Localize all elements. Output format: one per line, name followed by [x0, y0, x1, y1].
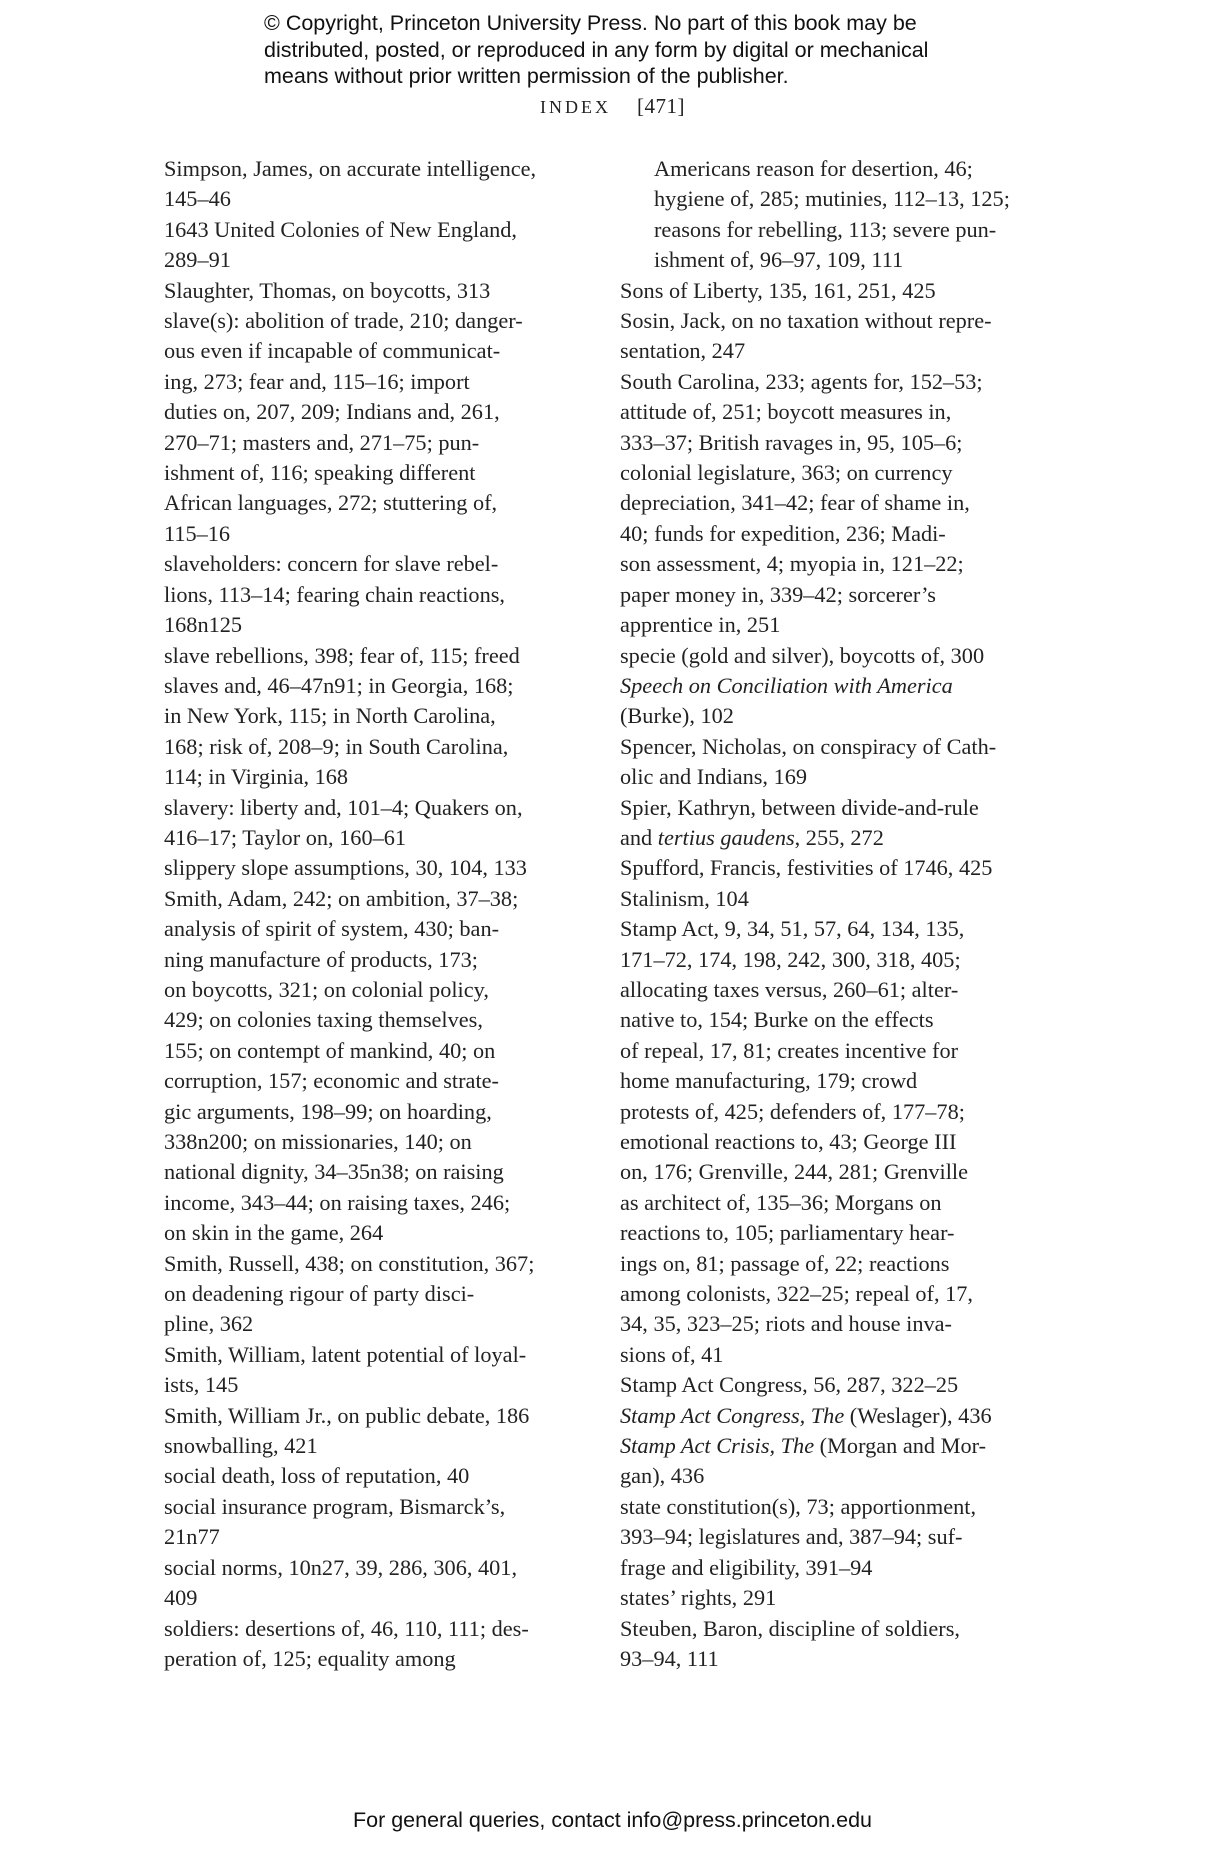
- entry-heading-line: 1643 United Colonies of New England,: [164, 216, 517, 242]
- entry-heading-line: Stamp Act, 9, 34, 51, 57, 64, 134, 135,: [620, 916, 965, 942]
- entry-continuation-line: 333–37; British ravages in, 95, 105–6;: [620, 429, 963, 455]
- index-entry: [164, 1614, 594, 1675]
- index-column-left: [164, 154, 594, 1674]
- entry-continuation-line: 168n125: [164, 612, 243, 638]
- entry-continuation-line: ing, 273; fear and, 115–16; import: [164, 368, 470, 394]
- index-entry: [164, 1249, 594, 1340]
- entry-continuation-line: frage and eligibility, 391–94: [620, 1554, 873, 1580]
- entry-heading-line: Stamp Act Crisis, The (Morgan and Mor-: [620, 1433, 987, 1459]
- index-entry: [164, 884, 594, 1249]
- entry-heading-line: slavery: liberty and, 101–4; Quakers on,: [164, 794, 523, 820]
- index-entry: [620, 1431, 1040, 1492]
- entry-heading-line: slippery slope assumptions, 30, 104, 133: [164, 855, 527, 881]
- index-entry: [164, 853, 594, 883]
- entry-continuation-line: corruption, 157; economic and strate-: [164, 1068, 499, 1094]
- entry-heading-line: slave(s): abolition of trade, 210; danger-: [164, 308, 523, 334]
- entry-heading-line: Sons of Liberty, 135, 161, 251, 425: [620, 277, 936, 303]
- index-entry-continuation: [620, 154, 1040, 276]
- entry-heading-line: Speech on Conciliation with America: [620, 672, 953, 698]
- entry-heading-line: Simpson, James, on accurate intelligence,: [164, 156, 537, 181]
- entry-continuation-line: 93–94, 111: [620, 1645, 719, 1671]
- entry-heading-line: Stamp Act Congress, The (Weslager), 436: [620, 1402, 992, 1428]
- entry-continuation-line: protests of, 425; defenders of, 177–78;: [620, 1098, 965, 1124]
- entry-continuation-line: ous even if incapable of communicat-: [164, 338, 501, 364]
- index-entry: [164, 1340, 594, 1401]
- entry-heading-line: Spier, Kathryn, between divide-and-rule: [620, 794, 979, 820]
- entry-continuation-line: gic arguments, 198–99; on hoarding,: [164, 1098, 492, 1124]
- index-entry: [620, 276, 1040, 306]
- entry-heading-line: snowballing, 421: [164, 1433, 318, 1459]
- entry-heading-line: Spufford, Francis, festivities of 1746, 425: [620, 855, 993, 881]
- entry-continuation-line: colonial legislature, 363; on currency: [620, 460, 953, 486]
- entry-continuation-line: paper money in, 339–42; sorcerer’s: [620, 581, 936, 607]
- entry-heading-line: Smith, William Jr., on public debate, 186: [164, 1402, 530, 1428]
- entry-continuation-line: 21n77: [164, 1524, 220, 1550]
- entry-continuation-line: peration of, 125; equality among: [164, 1645, 456, 1671]
- entry-heading-line: Sosin, Jack, on no taxation without repre-: [620, 308, 992, 334]
- index-entry: [164, 1431, 594, 1461]
- entry-continuation-line: olic and Indians, 169: [620, 764, 808, 790]
- entry-continuation-line: hygiene of, 285; mutinies, 112–13, 125;: [654, 186, 1010, 212]
- entry-continuation-line: native to, 154; Burke on the effects: [620, 1007, 934, 1033]
- entry-continuation-line: income, 343–44; on raising taxes, 246;: [164, 1189, 511, 1215]
- entry-continuation-line: 114; in Virginia, 168: [164, 764, 349, 790]
- index-entry: [164, 1553, 594, 1614]
- index-entry: [620, 1492, 1040, 1583]
- entry-continuation-line: duties on, 207, 209; Indians and, 261,: [164, 399, 500, 425]
- entry-continuation-line: ishment of, 96–97, 109, 111: [654, 247, 904, 273]
- entry-continuation-line: on, 176; Grenville, 244, 281; Grenville: [620, 1159, 969, 1185]
- entry-continuation-line: on skin in the game, 264: [164, 1220, 384, 1246]
- footer-contact: For general queries, contact info@press.princeton.edu: [352, 1808, 872, 1832]
- entry-continuation-line: and tertius gaudens, 255, 272: [620, 824, 884, 850]
- index-entry: [164, 1461, 594, 1491]
- entry-heading-line: Stamp Act Congress, 56, 287, 322–25: [620, 1372, 959, 1398]
- entry-continuation-line: attitude of, 251; boycott measures in,: [620, 399, 952, 425]
- entry-continuation-line: in New York, 115; in North Carolina,: [164, 703, 496, 729]
- index-entry: [164, 154, 594, 215]
- copyright-notice: [264, 10, 1024, 90]
- entry-continuation-line: 429; on colonies taxing themselves,: [164, 1007, 483, 1033]
- entry-heading-line: Stalinism, 104: [620, 885, 749, 911]
- entry-heading-line: Steuben, Baron, discipline of soldiers,: [620, 1615, 960, 1641]
- running-head: [0, 94, 1225, 119]
- entry-continuation-line: home manufacturing, 179; crowd: [620, 1068, 918, 1094]
- index-entry: [620, 671, 1040, 732]
- index-entry: [620, 1370, 1040, 1400]
- index-entry: [164, 1492, 594, 1553]
- entry-continuation-line: Americans reason for desertion, 46;: [654, 156, 973, 181]
- entry-continuation-line: 171–72, 174, 198, 242, 300, 318, 405;: [620, 946, 961, 972]
- index-column-right: [620, 154, 1040, 1674]
- entry-continuation-line: 409: [164, 1585, 198, 1611]
- entry-heading-line: slaveholders: concern for slave rebel-: [164, 551, 499, 577]
- page-number: [471]: [637, 94, 685, 118]
- entry-continuation-line: among colonists, 322–25; repeal of, 17,: [620, 1281, 973, 1307]
- entry-heading-line: slave rebellions, 398; fear of, 115; freed: [164, 642, 520, 668]
- index-entry: [620, 884, 1040, 914]
- entry-continuation-line: 34, 35, 323–25; riots and house inva-: [620, 1311, 952, 1337]
- entry-continuation-line: reactions to, 105; parliamentary hear-: [620, 1220, 955, 1246]
- entry-continuation-line: son assessment, 4; myopia in, 121–22;: [620, 551, 964, 577]
- index-entry: [620, 367, 1040, 641]
- entry-continuation-line: pline, 362: [164, 1311, 254, 1337]
- index-entry: [164, 641, 594, 793]
- entry-continuation-line: analysis of spirit of system, 430; ban-: [164, 916, 500, 942]
- index-entry: [620, 914, 1040, 1370]
- index-entry: [620, 793, 1040, 854]
- entry-continuation-line: of repeal, 17, 81; creates incentive for: [620, 1037, 959, 1063]
- index-entry: [164, 1401, 594, 1431]
- entry-continuation-line: reasons for rebelling, 113; severe pun-: [654, 216, 997, 242]
- running-head-label: INDEX: [540, 97, 611, 117]
- index-entry: [164, 306, 594, 549]
- entry-continuation-line: 416–17; Taylor on, 160–61: [164, 824, 407, 850]
- entry-continuation-line: 145–46: [164, 186, 231, 212]
- index-entry: [164, 276, 594, 306]
- entry-continuation-line: allocating taxes versus, 260–61; alter-: [620, 976, 959, 1002]
- index-entry: [164, 215, 594, 276]
- entry-continuation-line: 393–94; legislatures and, 387–94; suf-: [620, 1524, 963, 1550]
- entry-heading-line: specie (gold and silver), boycotts of, 300: [620, 642, 985, 668]
- copyright-line: means without prior written permission of the publisher.: [264, 64, 789, 88]
- index-entry: [620, 641, 1040, 671]
- entry-continuation-line: ishment of, 116; speaking different: [164, 460, 476, 486]
- entry-heading-line: Smith, William, latent potential of loyal-: [164, 1341, 527, 1367]
- entry-continuation-line: national dignity, 34–35n38; on raising: [164, 1159, 504, 1185]
- entry-heading-line: states’ rights, 291: [620, 1585, 777, 1611]
- index-entry: [620, 1401, 1040, 1431]
- entry-continuation-line: African languages, 272; stuttering of,: [164, 490, 498, 516]
- entry-continuation-line: 115–16: [164, 520, 231, 546]
- entry-continuation-line: 289–91: [164, 247, 231, 273]
- entry-continuation-line: 270–71; masters and, 271–75; pun-: [164, 429, 480, 455]
- entry-continuation-line: sions of, 41: [620, 1341, 724, 1367]
- entry-heading-line: social insurance program, Bismarck’s,: [164, 1493, 506, 1519]
- copyright-line: distributed, posted, or reproduced in any form by digital or mechanical: [264, 37, 929, 62]
- entry-continuation-line: lions, 113–14; fearing chain reactions,: [164, 581, 505, 607]
- index-entry: [620, 1614, 1040, 1675]
- index-entry: [164, 793, 594, 854]
- index-entry: [164, 549, 594, 640]
- entry-continuation-line: (Burke), 102: [620, 703, 734, 729]
- entry-continuation-line: ists, 145: [164, 1372, 239, 1398]
- entry-heading-line: soldiers: desertions of, 46, 110, 111; des-: [164, 1615, 529, 1641]
- index-entry: [620, 732, 1040, 793]
- entry-continuation-line: depreciation, 341–42; fear of shame in,: [620, 490, 970, 516]
- entry-continuation-line: 40; funds for expedition, 236; Madi-: [620, 520, 946, 546]
- entry-continuation-line: gan), 436: [620, 1463, 705, 1489]
- entry-continuation-line: 168; risk of, 208–9; in South Carolina,: [164, 733, 509, 759]
- entry-continuation-line: on boycotts, 321; on colonial policy,: [164, 976, 489, 1002]
- index-entry: [620, 1583, 1040, 1613]
- entry-continuation-line: ings on, 81; passage of, 22; reactions: [620, 1250, 950, 1276]
- entry-heading-line: social death, loss of reputation, 40: [164, 1463, 470, 1489]
- entry-heading-line: Smith, Adam, 242; on ambition, 37–38;: [164, 885, 519, 911]
- index-entry: [620, 306, 1040, 367]
- entry-continuation-line: slaves and, 46–47n91; in Georgia, 168;: [164, 672, 514, 698]
- entry-continuation-line: 338n200; on missionaries, 140; on: [164, 1129, 472, 1154]
- entry-heading-line: social norms, 10n27, 39, 286, 306, 401,: [164, 1554, 518, 1580]
- index-entry: [620, 853, 1040, 883]
- entry-heading-line: state constitution(s), 73; apportionment,: [620, 1493, 977, 1519]
- entry-continuation-line: as architect of, 135–36; Morgans on: [620, 1189, 942, 1215]
- entry-continuation-line: sentation, 247: [620, 338, 746, 364]
- copyright-line: © Copyright, Princeton University Press. No part of this book may be: [264, 11, 917, 35]
- entry-heading-line: Slaughter, Thomas, on boycotts, 313: [164, 277, 491, 303]
- entry-continuation-line: emotional reactions to, 43; George III: [620, 1129, 957, 1154]
- entry-heading-line: South Carolina, 233; agents for, 152–53;: [620, 368, 983, 394]
- entry-continuation-line: on deadening rigour of party disci-: [164, 1281, 475, 1307]
- entry-heading-line: Spencer, Nicholas, on conspiracy of Cath-: [620, 733, 997, 759]
- entry-heading-line: Smith, Russell, 438; on constitution, 367;: [164, 1250, 535, 1276]
- entry-continuation-line: apprentice in, 251: [620, 612, 781, 638]
- entry-continuation-line: 155; on contempt of mankind, 40; on: [164, 1037, 496, 1063]
- entry-continuation-line: ning manufacture of products, 173;: [164, 946, 478, 972]
